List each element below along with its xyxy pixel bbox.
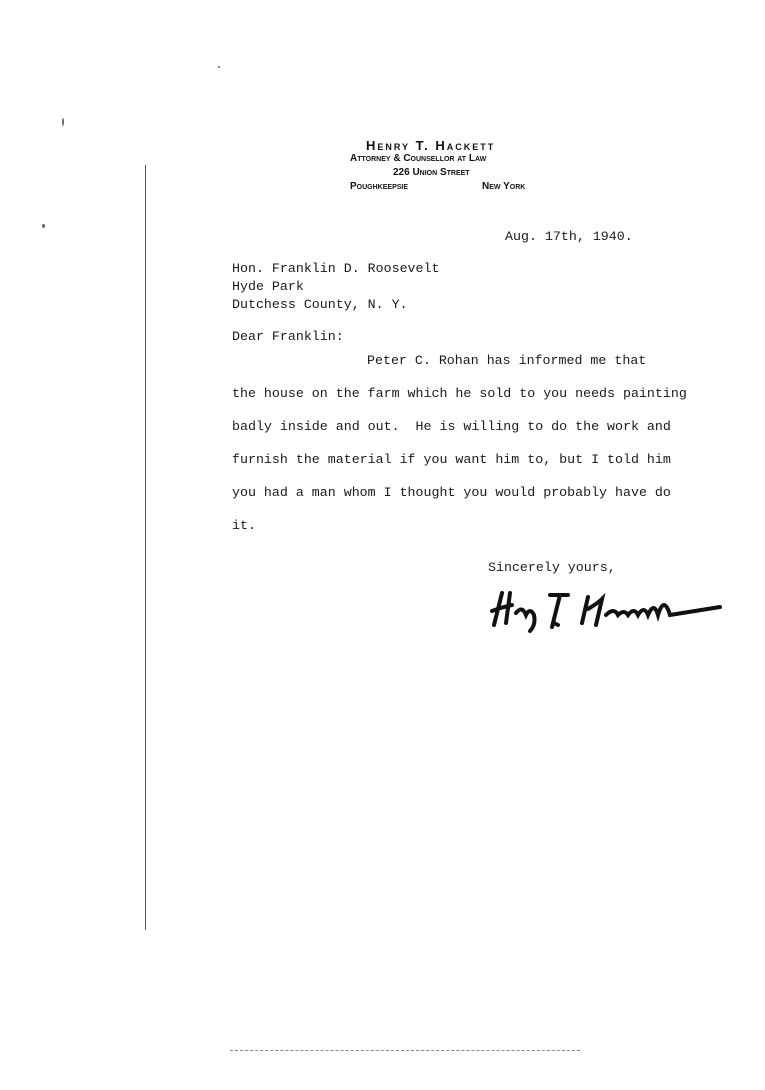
recipient-line: Hon. Franklin D. Roosevelt [232,261,440,276]
scan-speck [42,224,45,228]
recipient-line: Hyde Park [232,279,304,294]
body-line: badly inside and out. He is willing to do the work and [232,419,671,434]
letterhead-name: Henry T. Hackett [366,138,496,153]
signature-image [488,585,723,635]
body-line: Peter C. Rohan has informed me that [367,353,647,368]
salutation: Dear Franklin: [232,329,344,344]
margin-rule [145,165,146,930]
letter-date: Aug. 17th, 1940. [505,229,633,244]
body-line: the house on the farm which he sold to you needs painting [232,386,687,401]
body-line: it. [232,518,256,533]
letterhead-state: New York [482,181,526,192]
letterhead-title: Attorney & Counsellor at Law [350,153,487,164]
closing: Sincerely yours, [488,560,616,575]
body-line: you had a man whom I thought you would probably have do [232,485,671,500]
recipient-line: Dutchess County, N. Y. [232,297,408,312]
bottom-rule [230,1050,580,1051]
letterhead-street: 226 Union Street [393,167,470,178]
scan-speck [62,118,64,126]
body-line: furnish the material if you want him to, but I told him [232,452,671,467]
scan-speck [218,66,220,68]
letterhead-city: Poughkeepsie [350,181,409,192]
